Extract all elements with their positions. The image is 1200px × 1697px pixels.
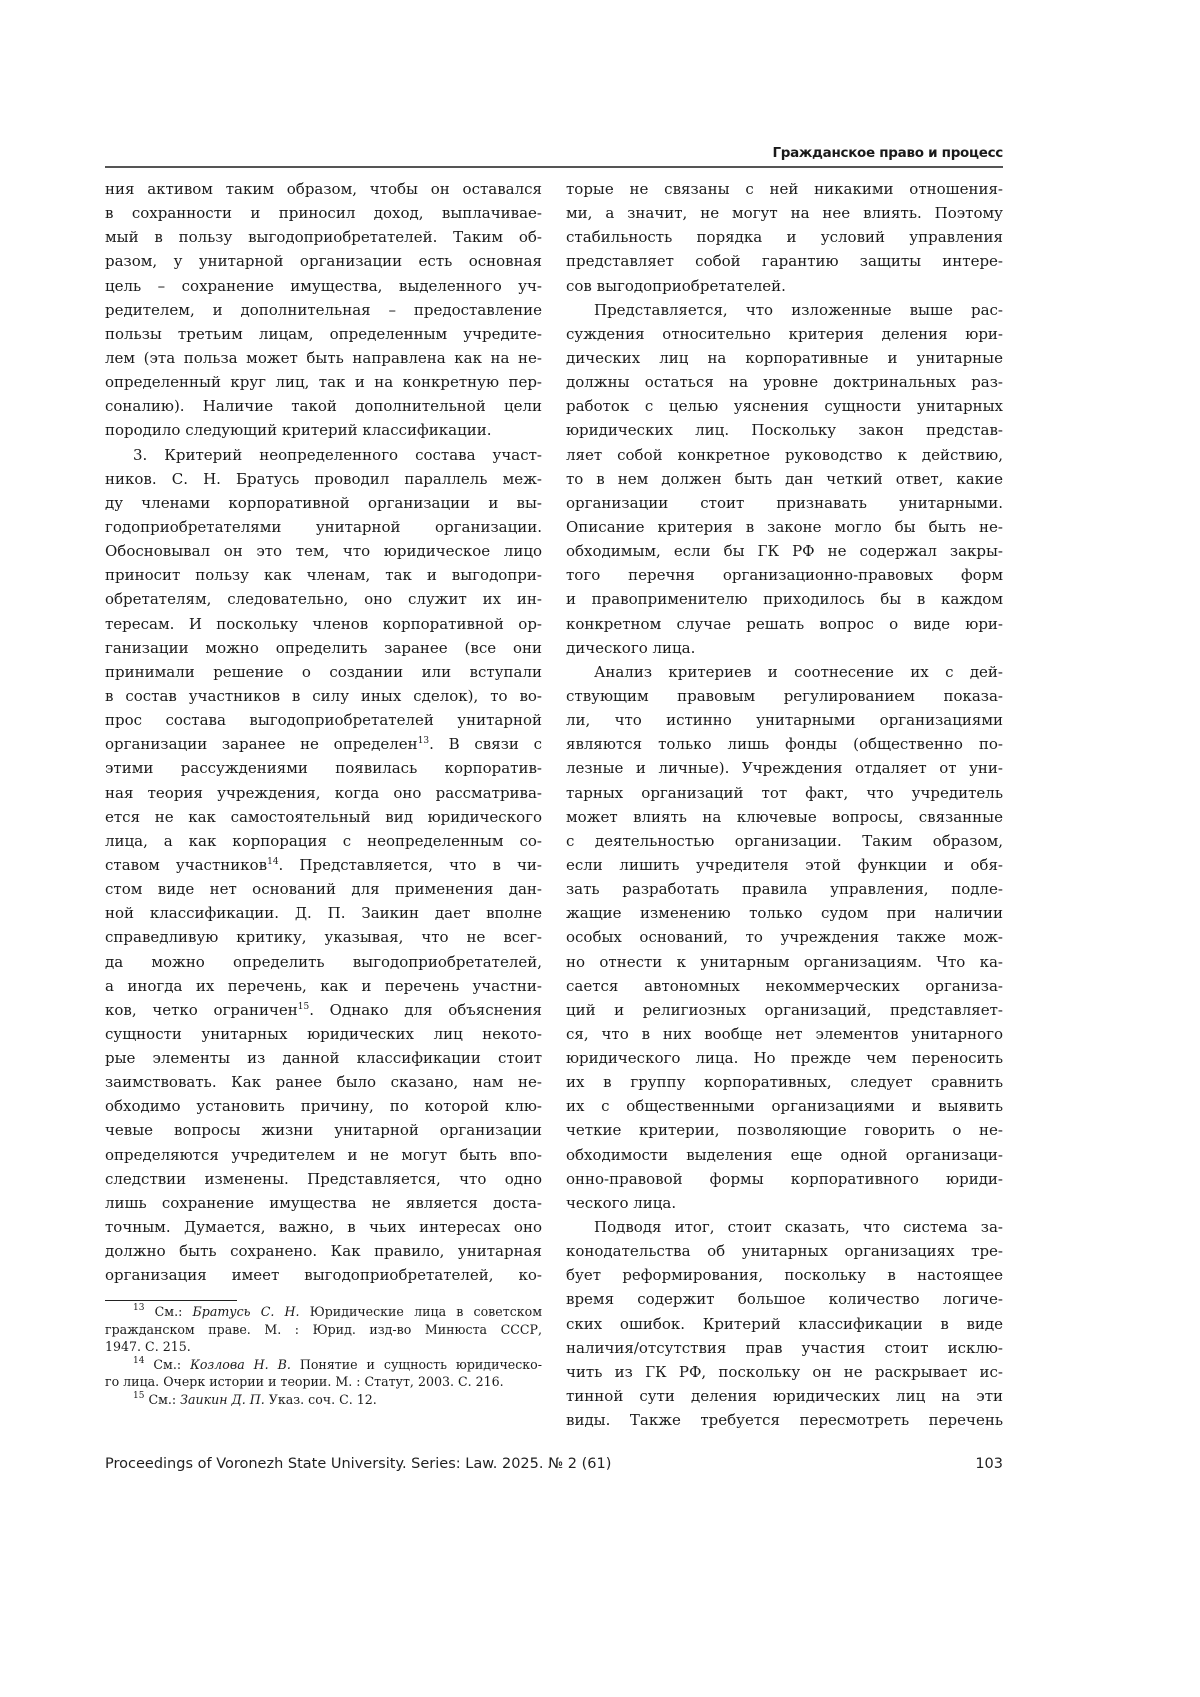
footnotes xyxy=(105,1303,542,1409)
text-line xyxy=(566,1167,1003,1191)
text-segment: онно-правовой формы корпоративного юриди- xyxy=(566,1170,1003,1188)
text-line xyxy=(105,370,542,394)
text-segment: с деятельностью организации. Таким образом, xyxy=(566,832,1003,850)
text-line xyxy=(566,177,1003,201)
text-segment: жащие изменению только судом при наличии xyxy=(566,904,1003,922)
text-segment: да можно определить выгодоприобретателей, xyxy=(105,953,542,971)
text-line xyxy=(105,636,542,660)
text-segment: в сохранности и приносил доход, выплачивае- xyxy=(105,204,542,222)
text-line xyxy=(566,539,1003,563)
footnote-ref: 13 xyxy=(133,1303,144,1313)
text-line xyxy=(566,491,1003,515)
text-segment: . Однако для объяснения xyxy=(309,1001,542,1019)
text-segment: 1947. С. 215. xyxy=(105,1339,191,1354)
text-segment: мый в пользу выгодоприобретателей. Таким об- xyxy=(105,228,542,246)
text-line xyxy=(105,732,542,756)
text-segment: то в нем должен быть дан четкий ответ, какие xyxy=(566,470,1003,488)
text-line xyxy=(566,1408,1003,1432)
text-segment: обходимости выделения еще одной организаци- xyxy=(566,1146,1003,1164)
text-segment: лезные и личные). Учреждения отдаляет от уни- xyxy=(566,759,1003,777)
text-line xyxy=(105,201,542,225)
text-segment: ганизации можно определить заранее (все они xyxy=(105,639,542,657)
text-segment: этими рассуждениями появилась корпоратив- xyxy=(105,759,542,777)
text-line xyxy=(566,1046,1003,1070)
text-segment: стабильность порядка и условий управления xyxy=(566,228,1003,246)
text-line xyxy=(566,418,1003,442)
text-line xyxy=(105,274,542,298)
text-line xyxy=(566,322,1003,346)
text-segment: сущности унитарных юридических лиц некото- xyxy=(105,1025,542,1043)
text-segment: Понятие и сущность юридическо- xyxy=(291,1357,542,1372)
text-segment: обретателям, следовательно, оно служит их ин- xyxy=(105,590,542,608)
text-line xyxy=(566,684,1003,708)
text-line xyxy=(566,249,1003,273)
text-segment: ная теория учреждения, когда оно рассматрива- xyxy=(105,784,542,802)
text-segment: Обосновывал он это тем, что юридическое лицо xyxy=(105,542,542,560)
text-line xyxy=(566,370,1003,394)
text-segment: организации стоит признавать унитарными. xyxy=(566,494,1003,512)
text-line xyxy=(105,1070,542,1094)
text-line xyxy=(105,1094,542,1118)
left-column xyxy=(105,177,542,1287)
header-rule xyxy=(105,166,1003,168)
text-segment: представляет собой гарантию защиты интере- xyxy=(566,252,1003,270)
text-segment: ских ошибок. Критерий классификации в виде xyxy=(566,1315,1003,1333)
text-segment: принимали решение о создании или вступали xyxy=(105,663,542,681)
page-number: 103 xyxy=(975,1456,1003,1472)
text-line xyxy=(105,1215,542,1239)
text-segment: организация имеет выгодоприобретателей, ко- xyxy=(105,1266,542,1284)
text-segment: в состав участников в силу иных сделок), то во- xyxy=(105,687,542,705)
text-segment: соналию). Наличие такой дополнительной цели xyxy=(105,397,542,415)
text-line xyxy=(566,1070,1003,1094)
text-segment: дического лица. xyxy=(566,639,695,657)
text-line xyxy=(105,998,542,1022)
text-line xyxy=(566,1215,1003,1239)
text-segment: точным. Думается, важно, в чьих интересах оно xyxy=(105,1218,542,1236)
text-segment: ния активом таким образом, чтобы он оставался xyxy=(105,180,542,198)
text-line xyxy=(566,756,1003,780)
text-line xyxy=(566,708,1003,732)
text-segment: но отнести к унитарным организациям. Что ка- xyxy=(566,953,1003,971)
text-segment: юридических лиц. Поскольку закон представ- xyxy=(566,421,1003,439)
text-segment: чить из ГК РФ, поскольку он не раскрывает ис- xyxy=(566,1363,1003,1381)
text-segment: пользы третьим лицам, определенным учредите- xyxy=(105,325,542,343)
text-line xyxy=(105,708,542,732)
footnote-ref: 15 xyxy=(133,1391,144,1401)
text-line xyxy=(566,1384,1003,1408)
text-segment: ствующим правовым регулированием показа- xyxy=(566,687,1003,705)
text-segment: ду членами корпоративной организации и вы- xyxy=(105,494,542,512)
text-line xyxy=(566,1191,1003,1215)
text-segment: их в группу корпоративных, следует сравнить xyxy=(566,1073,1003,1091)
text-line xyxy=(105,781,542,805)
text-segment: годоприобретателями унитарной организации. xyxy=(105,518,542,536)
text-line xyxy=(566,1094,1003,1118)
text-line xyxy=(105,612,542,636)
text-line xyxy=(105,1143,542,1167)
text-segment: зать разработать правила управления, подле- xyxy=(566,880,1003,898)
text-line xyxy=(566,660,1003,684)
text-segment: ков, четко ограничен xyxy=(105,1001,298,1019)
text-segment: торые не связаны с ней никакими отношения- xyxy=(566,180,1003,198)
footnote-ref: 15 xyxy=(298,1002,309,1012)
footnote-line xyxy=(105,1321,542,1339)
text-line xyxy=(566,805,1003,829)
text-segment: следствии изменены. Представляется, что одно xyxy=(105,1170,542,1188)
text-segment: ной классификации. Д. П. Заикин дает вполне xyxy=(105,904,542,922)
text-line xyxy=(105,1167,542,1191)
text-line xyxy=(566,612,1003,636)
text-line xyxy=(105,660,542,684)
text-line xyxy=(566,346,1003,370)
footnote-separator xyxy=(105,1300,237,1301)
footnote-ref: 14 xyxy=(267,857,278,867)
text-segment: ется не как самостоятельный вид юридического xyxy=(105,808,542,826)
footnote-line xyxy=(105,1373,542,1391)
text-segment: редителем, и дополнительная – предоставление xyxy=(105,301,542,319)
text-segment: может влиять на ключевые вопросы, связанные xyxy=(566,808,1003,826)
text-segment: ций и религиозных организаций, представляет- xyxy=(566,1001,1003,1019)
text-segment: заимствовать. Как ранее было сказано, нам не- xyxy=(105,1073,542,1091)
text-segment: юридического лица. Но прежде чем переносить xyxy=(566,1049,1003,1067)
text-segment: См.: xyxy=(144,1357,190,1372)
text-segment: Описание критерия в законе могло бы быть не- xyxy=(566,518,1003,536)
footnote-ref: 13 xyxy=(418,736,429,746)
text-line xyxy=(105,925,542,949)
running-head-section-title: Гражданское право и процесс xyxy=(105,145,1003,161)
text-segment: являются только лишь фонды (общественно по- xyxy=(566,735,1003,753)
text-segment: Юридические лица в советском xyxy=(300,1304,542,1319)
text-line xyxy=(105,539,542,563)
text-line xyxy=(566,201,1003,225)
text-segment: ся, что в них вообще нет элементов унитарного xyxy=(566,1025,1003,1043)
text-line xyxy=(566,1263,1003,1287)
text-line xyxy=(566,829,1003,853)
text-segment: тинной сути деления юридических лиц на эти xyxy=(566,1387,1003,1405)
text-line xyxy=(566,901,1003,925)
text-segment: а иногда их перечень, как и перечень участни- xyxy=(105,977,542,995)
page-footer xyxy=(105,1456,1003,1472)
text-line xyxy=(105,418,542,442)
text-line xyxy=(105,805,542,829)
text-segment: бует реформирования, поскольку в настоящее xyxy=(566,1266,1003,1284)
text-segment: тарных организаций тот факт, что учредитель xyxy=(566,784,1003,802)
text-line xyxy=(566,974,1003,998)
text-segment: если лишить учредителя этой функции и обя- xyxy=(566,856,1003,874)
text-segment: Представляется, что изложенные выше рас- xyxy=(594,301,1003,319)
text-line xyxy=(566,225,1003,249)
footnote-line xyxy=(105,1356,542,1374)
text-line xyxy=(105,322,542,346)
author-name: Заикин Д. П. xyxy=(180,1392,265,1407)
text-line xyxy=(566,1336,1003,1360)
text-line xyxy=(566,1022,1003,1046)
text-segment: См.: xyxy=(144,1304,192,1319)
text-segment: должны остаться на уровне доктринальных раз- xyxy=(566,373,1003,391)
text-line xyxy=(566,925,1003,949)
text-line xyxy=(105,346,542,370)
text-line xyxy=(566,732,1003,756)
text-segment: обходимо установить причину, по которой клю- xyxy=(105,1097,542,1115)
text-segment: чевые вопросы жизни унитарной организации xyxy=(105,1121,542,1139)
text-segment: определяются учредителем и не могут быть впо- xyxy=(105,1146,542,1164)
text-segment: дических лиц на корпоративные и унитарные xyxy=(566,349,1003,367)
text-line xyxy=(105,756,542,780)
text-segment: 3. Критерий неопределенного состава участ- xyxy=(133,446,542,464)
text-segment: Анализ критериев и соотнесение их с дей- xyxy=(594,663,1003,681)
text-segment: суждения относительно критерия деления юри- xyxy=(566,325,1003,343)
text-segment: приносит пользу как членам, так и выгодопри- xyxy=(105,566,542,584)
text-line xyxy=(566,877,1003,901)
text-line xyxy=(566,515,1003,539)
journal-citation: Proceedings of Voronezh State University. Series: Law. 2025. № 2 (61) xyxy=(105,1456,611,1472)
text-segment: особых оснований, то учреждения также мож- xyxy=(566,928,1003,946)
right-column xyxy=(566,177,1003,1432)
text-segment: ников. С. Н. Братусь проводил параллель меж- xyxy=(105,470,542,488)
author-name: Козлова Н. В. xyxy=(190,1357,291,1372)
text-segment: цель – сохранение имущества, выделенного уч- xyxy=(105,277,542,295)
text-segment: справедливую критику, указывая, что не всег- xyxy=(105,928,542,946)
text-segment: наличия/отсутствия прав участия стоит исклю- xyxy=(566,1339,1003,1357)
text-line xyxy=(566,950,1003,974)
text-line xyxy=(105,1046,542,1070)
text-line xyxy=(566,1360,1003,1384)
text-segment: стом виде нет оснований для применения дан- xyxy=(105,880,542,898)
text-segment: ляет собой конкретное руководство к действию, xyxy=(566,446,1003,464)
text-segment: прос состава выгодоприобретателей унитарной xyxy=(105,711,542,729)
text-segment: породило следующий критерий классификации. xyxy=(105,421,491,439)
text-segment: того перечня организационно-правовых форм xyxy=(566,566,1003,584)
text-line xyxy=(566,467,1003,491)
footnote-line xyxy=(105,1303,542,1321)
text-line xyxy=(105,1022,542,1046)
text-line xyxy=(105,1239,542,1263)
text-segment: ческого лица. xyxy=(566,1194,676,1212)
text-line xyxy=(105,950,542,974)
text-line xyxy=(105,563,542,587)
text-line xyxy=(566,1239,1003,1263)
text-line xyxy=(105,177,542,201)
text-segment: го лица. Очерк истории и теории. М. : Статут, 2003. С. 216. xyxy=(105,1374,504,1389)
text-line xyxy=(105,684,542,708)
text-line xyxy=(105,298,542,322)
text-segment: обходимым, если бы ГК РФ не содержал закры- xyxy=(566,542,1003,560)
text-line xyxy=(105,587,542,611)
text-line xyxy=(105,443,542,467)
text-line xyxy=(566,1312,1003,1336)
text-line xyxy=(566,998,1003,1022)
text-line xyxy=(566,1287,1003,1311)
text-line xyxy=(105,877,542,901)
text-segment: рые элементы из данной классификации стоит xyxy=(105,1049,542,1067)
text-segment: должно быть сохранено. Как правило, унитарная xyxy=(105,1242,542,1260)
text-segment: ставом участников xyxy=(105,856,267,874)
text-segment: и правоприменителю приходилось бы в каждом xyxy=(566,590,1003,608)
text-line xyxy=(105,853,542,877)
text-segment: конкретном случае решать вопрос о виде юри- xyxy=(566,615,1003,633)
text-segment: сается автономных некоммерческих организа- xyxy=(566,977,1003,995)
text-line xyxy=(105,1263,542,1287)
text-line xyxy=(566,636,1003,660)
text-line xyxy=(566,781,1003,805)
footnote-line xyxy=(105,1338,542,1356)
text-segment: сов выгодоприобретателей. xyxy=(566,277,786,295)
text-segment: гражданском праве. М. : Юрид. изд-во Минюста СССР, xyxy=(105,1322,542,1337)
text-segment: См.: xyxy=(144,1392,180,1407)
text-line xyxy=(566,274,1003,298)
text-segment: лишь сохранение имущества не является доста- xyxy=(105,1194,542,1212)
text-line xyxy=(566,563,1003,587)
text-line xyxy=(105,901,542,925)
text-segment: их с общественными организациями и выявить xyxy=(566,1097,1003,1115)
text-segment: ми, а значит, не могут на нее влиять. Поэтому xyxy=(566,204,1003,222)
text-line xyxy=(566,587,1003,611)
text-segment: тересам. И поскольку членов корпоративной ор- xyxy=(105,615,542,633)
text-line xyxy=(105,515,542,539)
text-line xyxy=(105,249,542,273)
text-segment: время содержит большое количество логиче- xyxy=(566,1290,1003,1308)
author-name: Братусь С. Н. xyxy=(193,1304,300,1319)
text-segment: конодательства об унитарных организациях тре- xyxy=(566,1242,1003,1260)
text-line xyxy=(105,491,542,515)
text-segment: определенный круг лиц, так и на конкретную пер- xyxy=(105,373,542,391)
text-segment: Указ. соч. С. 12. xyxy=(265,1392,377,1407)
footnote-ref: 14 xyxy=(133,1356,144,1366)
text-line xyxy=(566,443,1003,467)
footnote-line xyxy=(105,1391,542,1409)
text-segment: . Представляется, что в чи- xyxy=(279,856,542,874)
text-segment: работок с целью уяснения сущности унитарных xyxy=(566,397,1003,415)
text-line xyxy=(105,394,542,418)
text-line xyxy=(105,1118,542,1142)
text-line xyxy=(566,394,1003,418)
text-line xyxy=(105,225,542,249)
text-segment: организации заранее не определен xyxy=(105,735,418,753)
text-segment: лица, а как корпорация с неопределенным со- xyxy=(105,832,542,850)
text-segment: четкие критерии, позволяющие говорить о не- xyxy=(566,1121,1003,1139)
text-line xyxy=(105,467,542,491)
text-segment: . В связи с xyxy=(429,735,542,753)
text-line xyxy=(566,298,1003,322)
text-line xyxy=(105,974,542,998)
text-segment: разом, у унитарной организации есть основная xyxy=(105,252,542,270)
text-line xyxy=(105,829,542,853)
text-segment: лем (эта польза может быть направлена как на не- xyxy=(105,349,542,367)
text-segment: виды. Также требуется пересмотреть перечень xyxy=(566,1411,1003,1429)
text-segment: ли, что истинно унитарными организациями xyxy=(566,711,1003,729)
text-segment: Подводя итог, стоит сказать, что система за- xyxy=(594,1218,1003,1236)
text-line xyxy=(566,1143,1003,1167)
text-line xyxy=(566,1118,1003,1142)
text-line xyxy=(105,1191,542,1215)
text-line xyxy=(566,853,1003,877)
